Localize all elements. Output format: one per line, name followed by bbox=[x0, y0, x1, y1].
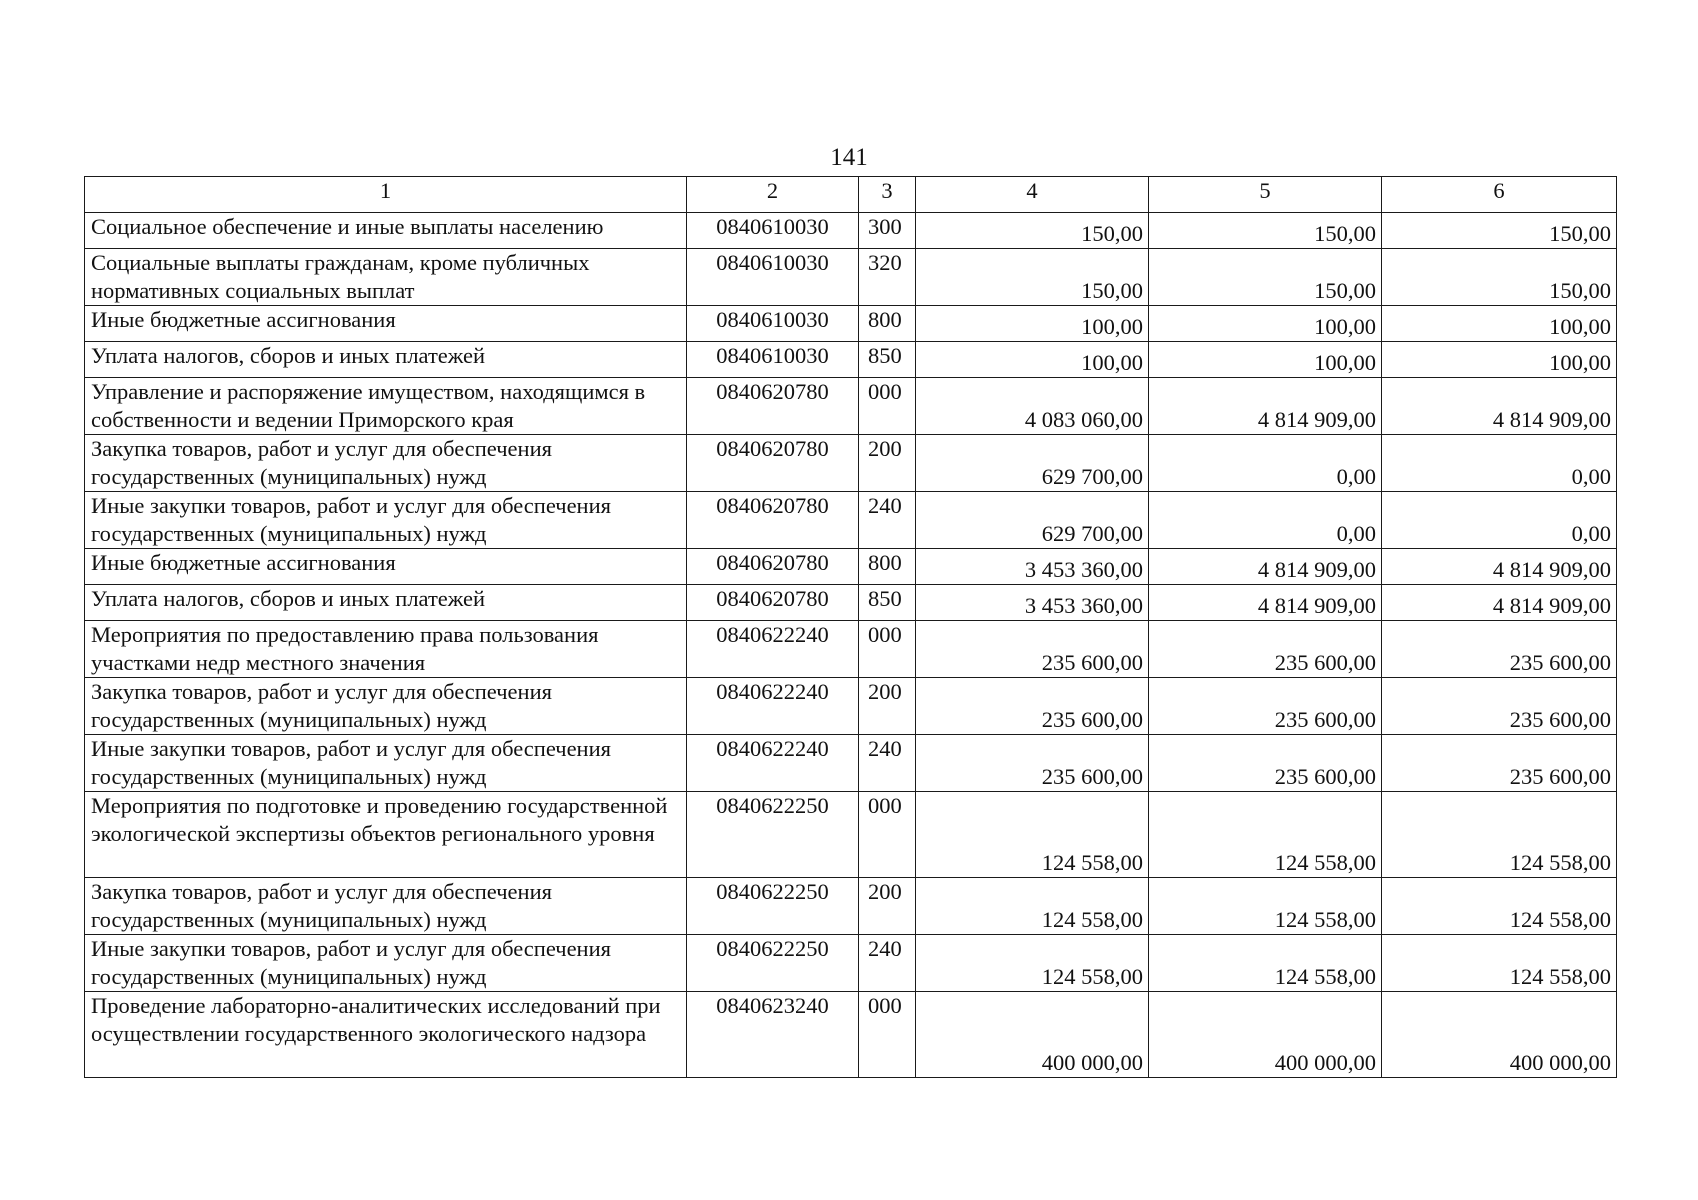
row-name: Закупка товаров, работ и услуг для обеспечения государственных (муниципальных) нужд bbox=[85, 878, 687, 935]
header-col-4: 4 bbox=[916, 177, 1149, 213]
row-name: Управление и распоряжение имуществом, находящимся в собственности и ведении Приморского края bbox=[85, 378, 687, 435]
row-amount-col4: 150,00 bbox=[916, 249, 1149, 306]
row-name: Социальное обеспечение и иные выплаты населению bbox=[85, 213, 687, 249]
row-amount-col5: 100,00 bbox=[1149, 306, 1382, 342]
table-row bbox=[85, 306, 1617, 342]
budget-table bbox=[84, 176, 1617, 1078]
table-row bbox=[85, 213, 1617, 249]
row-amount-col5: 4 814 909,00 bbox=[1149, 585, 1382, 621]
table-row bbox=[85, 621, 1617, 678]
row-target-code: 0840622240 bbox=[687, 621, 859, 678]
row-amount-col5: 0,00 bbox=[1149, 435, 1382, 492]
row-amount-col4: 3 453 360,00 bbox=[916, 549, 1149, 585]
row-amount-col6: 0,00 bbox=[1382, 435, 1617, 492]
row-amount-col5: 0,00 bbox=[1149, 492, 1382, 549]
row-target-code: 0840620780 bbox=[687, 435, 859, 492]
row-target-code: 0840623240 bbox=[687, 992, 859, 1078]
row-amount-col5: 235 600,00 bbox=[1149, 621, 1382, 678]
row-expense-type: 200 bbox=[859, 435, 916, 492]
row-amount-col5: 235 600,00 bbox=[1149, 678, 1382, 735]
row-expense-type: 200 bbox=[859, 878, 916, 935]
row-expense-type: 000 bbox=[859, 992, 916, 1078]
row-expense-type: 000 bbox=[859, 378, 916, 435]
table-header-row bbox=[85, 177, 1617, 213]
row-expense-type: 800 bbox=[859, 549, 916, 585]
row-amount-col5: 400 000,00 bbox=[1149, 992, 1382, 1078]
row-target-code: 0840622240 bbox=[687, 735, 859, 792]
header-col-5: 5 bbox=[1149, 177, 1382, 213]
row-name: Иные закупки товаров, работ и услуг для обеспечения государственных (муниципальных) нужд bbox=[85, 935, 687, 992]
row-amount-col6: 150,00 bbox=[1382, 213, 1617, 249]
row-target-code: 0840622250 bbox=[687, 935, 859, 992]
row-amount-col6: 4 814 909,00 bbox=[1382, 549, 1617, 585]
row-amount-col6: 100,00 bbox=[1382, 342, 1617, 378]
row-amount-col6: 100,00 bbox=[1382, 306, 1617, 342]
row-expense-type: 320 bbox=[859, 249, 916, 306]
row-expense-type: 850 bbox=[859, 585, 916, 621]
row-target-code: 0840622250 bbox=[687, 878, 859, 935]
table-row bbox=[85, 792, 1617, 878]
row-expense-type: 240 bbox=[859, 735, 916, 792]
row-expense-type: 000 bbox=[859, 792, 916, 878]
row-amount-col5: 235 600,00 bbox=[1149, 735, 1382, 792]
table-row bbox=[85, 585, 1617, 621]
row-amount-col6: 124 558,00 bbox=[1382, 792, 1617, 878]
row-amount-col6: 400 000,00 bbox=[1382, 992, 1617, 1078]
row-target-code: 0840620780 bbox=[687, 492, 859, 549]
row-expense-type: 000 bbox=[859, 621, 916, 678]
header-col-3: 3 bbox=[859, 177, 916, 213]
table-row bbox=[85, 678, 1617, 735]
row-amount-col4: 3 453 360,00 bbox=[916, 585, 1149, 621]
header-col-1: 1 bbox=[85, 177, 687, 213]
row-amount-col4: 629 700,00 bbox=[916, 492, 1149, 549]
row-name: Иные бюджетные ассигнования bbox=[85, 306, 687, 342]
row-amount-col6: 4 814 909,00 bbox=[1382, 378, 1617, 435]
row-amount-col5: 150,00 bbox=[1149, 249, 1382, 306]
row-target-code: 0840622240 bbox=[687, 678, 859, 735]
row-amount-col5: 4 814 909,00 bbox=[1149, 549, 1382, 585]
row-amount-col5: 150,00 bbox=[1149, 213, 1382, 249]
row-expense-type: 300 bbox=[859, 213, 916, 249]
row-target-code: 0840620780 bbox=[687, 585, 859, 621]
row-amount-col5: 100,00 bbox=[1149, 342, 1382, 378]
row-amount-col5: 124 558,00 bbox=[1149, 878, 1382, 935]
row-amount-col6: 235 600,00 bbox=[1382, 678, 1617, 735]
row-name: Закупка товаров, работ и услуг для обеспечения государственных (муниципальных) нужд bbox=[85, 435, 687, 492]
row-name: Иные бюджетные ассигнования bbox=[85, 549, 687, 585]
row-target-code: 0840610030 bbox=[687, 249, 859, 306]
table-row bbox=[85, 378, 1617, 435]
row-amount-col6: 124 558,00 bbox=[1382, 878, 1617, 935]
row-name: Социальные выплаты гражданам, кроме публичных нормативных социальных выплат bbox=[85, 249, 687, 306]
row-amount-col6: 4 814 909,00 bbox=[1382, 585, 1617, 621]
row-target-code: 0840620780 bbox=[687, 549, 859, 585]
table-row bbox=[85, 878, 1617, 935]
row-amount-col6: 124 558,00 bbox=[1382, 935, 1617, 992]
row-amount-col4: 124 558,00 bbox=[916, 878, 1149, 935]
row-amount-col6: 0,00 bbox=[1382, 492, 1617, 549]
row-amount-col4: 124 558,00 bbox=[916, 792, 1149, 878]
row-name: Иные закупки товаров, работ и услуг для обеспечения государственных (муниципальных) нужд bbox=[85, 492, 687, 549]
table-row bbox=[85, 342, 1617, 378]
table-row bbox=[85, 435, 1617, 492]
row-amount-col4: 150,00 bbox=[916, 213, 1149, 249]
table-row bbox=[85, 935, 1617, 992]
row-target-code: 0840610030 bbox=[687, 306, 859, 342]
row-name: Мероприятия по подготовке и проведению государственной экологической экспертизы объектов регионального уровня bbox=[85, 792, 687, 878]
row-amount-col4: 4 083 060,00 bbox=[916, 378, 1149, 435]
table-row bbox=[85, 492, 1617, 549]
table-row bbox=[85, 249, 1617, 306]
row-name: Уплата налогов, сборов и иных платежей bbox=[85, 585, 687, 621]
row-name: Мероприятия по предоставлению права пользования участками недр местного значения bbox=[85, 621, 687, 678]
row-target-code: 0840622250 bbox=[687, 792, 859, 878]
row-amount-col6: 235 600,00 bbox=[1382, 735, 1617, 792]
row-expense-type: 200 bbox=[859, 678, 916, 735]
row-expense-type: 240 bbox=[859, 935, 916, 992]
row-amount-col4: 235 600,00 bbox=[916, 735, 1149, 792]
row-name: Закупка товаров, работ и услуг для обеспечения государственных (муниципальных) нужд bbox=[85, 678, 687, 735]
row-amount-col5: 4 814 909,00 bbox=[1149, 378, 1382, 435]
row-expense-type: 800 bbox=[859, 306, 916, 342]
row-amount-col6: 150,00 bbox=[1382, 249, 1617, 306]
page-number: 141 bbox=[830, 144, 868, 171]
header-col-6: 6 bbox=[1382, 177, 1617, 213]
row-name: Проведение лабораторно-аналитических исследований при осуществлении государственного экологического надзора bbox=[85, 992, 687, 1078]
row-amount-col6: 235 600,00 bbox=[1382, 621, 1617, 678]
row-amount-col4: 100,00 bbox=[916, 342, 1149, 378]
row-amount-col4: 629 700,00 bbox=[916, 435, 1149, 492]
row-amount-col4: 124 558,00 bbox=[916, 935, 1149, 992]
row-amount-col4: 235 600,00 bbox=[916, 621, 1149, 678]
row-expense-type: 240 bbox=[859, 492, 916, 549]
row-amount-col5: 124 558,00 bbox=[1149, 935, 1382, 992]
table-row bbox=[85, 735, 1617, 792]
row-name: Уплата налогов, сборов и иных платежей bbox=[85, 342, 687, 378]
row-expense-type: 850 bbox=[859, 342, 916, 378]
row-target-code: 0840610030 bbox=[687, 213, 859, 249]
row-amount-col5: 124 558,00 bbox=[1149, 792, 1382, 878]
header-col-2: 2 bbox=[687, 177, 859, 213]
row-target-code: 0840620780 bbox=[687, 378, 859, 435]
row-amount-col4: 235 600,00 bbox=[916, 678, 1149, 735]
row-target-code: 0840610030 bbox=[687, 342, 859, 378]
row-name: Иные закупки товаров, работ и услуг для обеспечения государственных (муниципальных) нужд bbox=[85, 735, 687, 792]
row-amount-col4: 400 000,00 bbox=[916, 992, 1149, 1078]
table-row bbox=[85, 992, 1617, 1078]
table-row bbox=[85, 549, 1617, 585]
row-amount-col4: 100,00 bbox=[916, 306, 1149, 342]
